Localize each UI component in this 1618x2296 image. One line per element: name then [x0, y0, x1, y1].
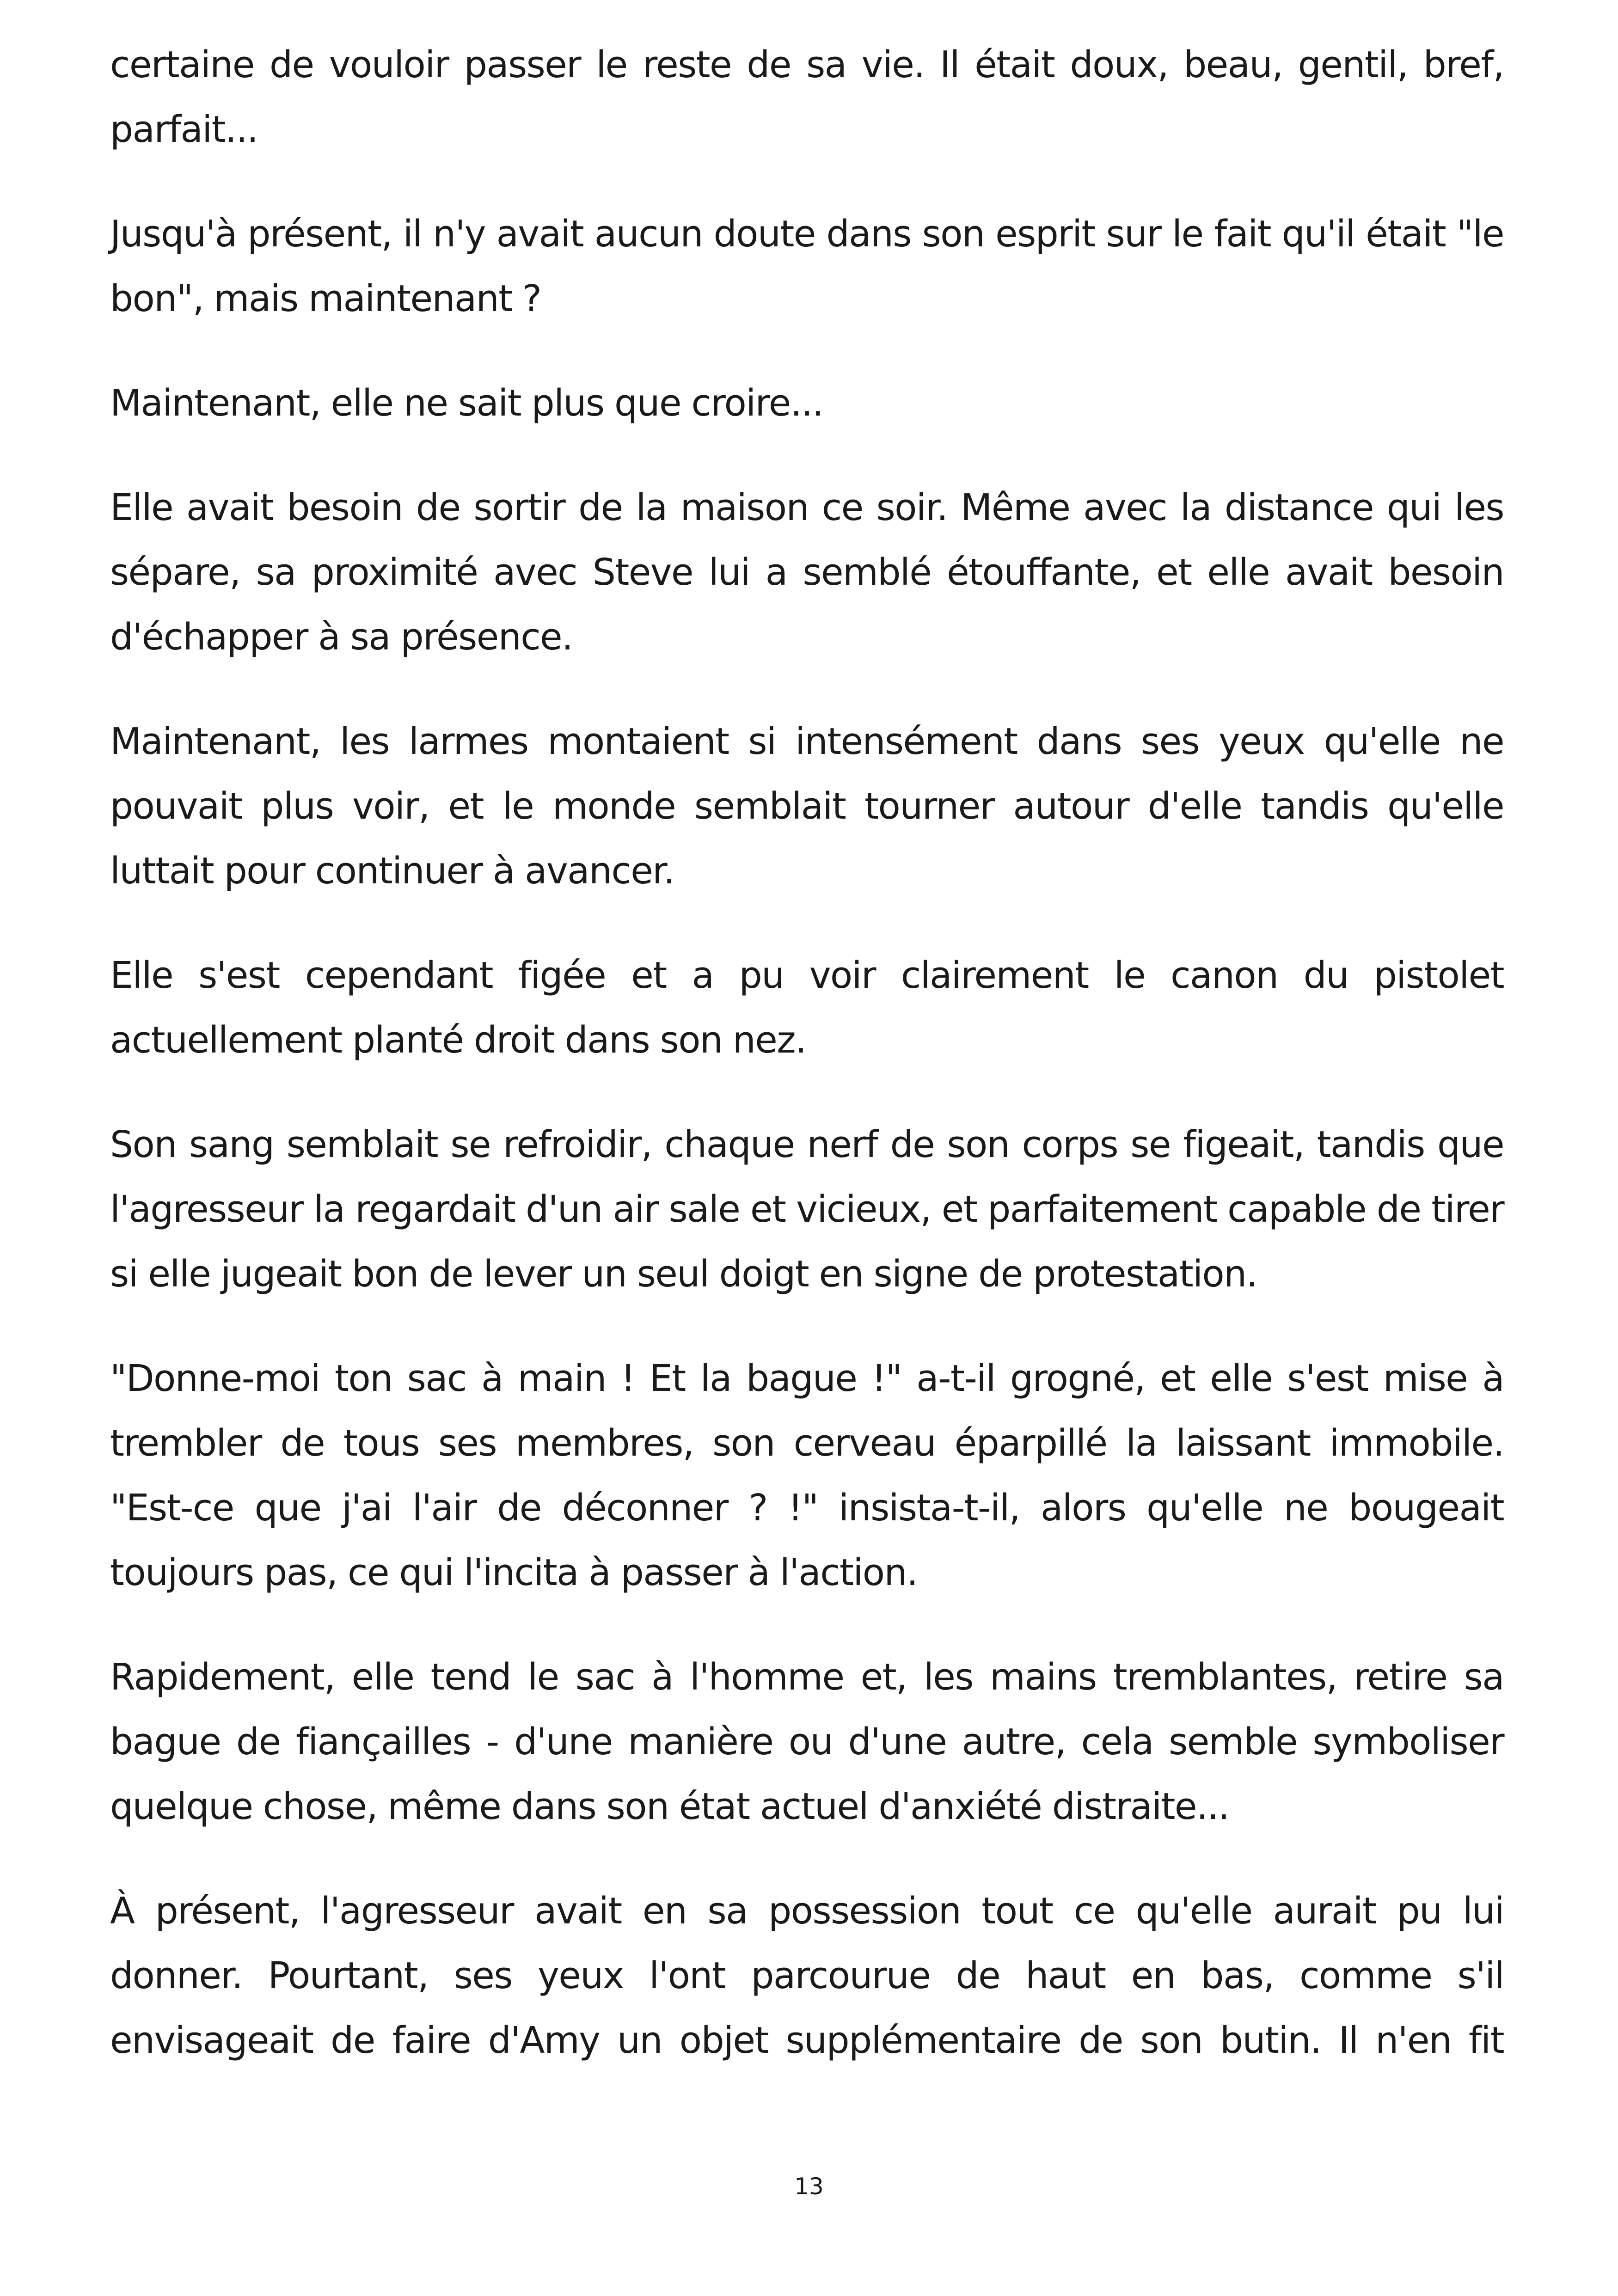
paragraph: "Donne-moi ton sac à main ! Et la bague !" a-t-il grogné, et elle s'est mise à trembler de tous ses membres, son cerveau éparpillé la laissant immobile. "Est-ce que j'ai l'air de déconner ? !" insista-t-il, alors qu'elle ne bougeait toujours pas, ce qui l'incita à passer à l'action. — [110, 1357, 1504, 1594]
page-number: 13 — [794, 2173, 824, 2200]
paragraph: Rapidement, elle tend le sac à l'homme et, les mains tremblantes, retire sa bague de fiançailles - d'une manière ou d'une autre, cela semble symboliser quelque chose, même dans son état actuel d'anxiété distraite... — [110, 1656, 1504, 1828]
body-text — [110, 32, 1504, 2073]
paragraph: Maintenant, elle ne sait plus que croire... — [110, 382, 823, 424]
paragraph: Son sang semblait se refroidir, chaque nerf de son corps se figeait, tandis que l'agresseur la regardait d'un air sale et vicieux, et parfaitement capable de tirer si elle jugeait bon de lever un seul doigt en signe de protestation. — [110, 1123, 1504, 1295]
paragraph: Jusqu'à présent, il n'y avait aucun doute dans son esprit sur le fait qu'il était "le bon", mais maintenant ? — [110, 213, 1504, 320]
paragraph: Elle s'est cependant figée et a pu voir clairement le canon du pistolet actuellement planté droit dans son nez. — [110, 954, 1504, 1061]
paragraph: À présent, l'agresseur avait en sa possession tout ce qu'elle aurait pu lui donner. Pourtant, ses yeux l'ont parcourue de haut en bas, comme s'il envisageait de faire d'Amy un objet supplémentaire de son butin. Il n'en fit — [110, 1890, 1504, 2062]
paragraph: Maintenant, les larmes montaient si intensément dans ses yeux qu'elle ne pouvait plus voir, et le monde semblait tourner autour d'elle tandis qu'elle luttait pour continuer à avancer. — [110, 720, 1504, 892]
paragraph: Elle avait besoin de sortir de la maison ce soir. Même avec la distance qui les sépare, sa proximité avec Steve lui a semblé étouffante, et elle avait besoin d'échapper à sa présence. — [110, 486, 1504, 658]
paragraph: certaine de vouloir passer le reste de sa vie. Il était doux, beau, gentil, bref, parfait... — [110, 43, 1504, 151]
